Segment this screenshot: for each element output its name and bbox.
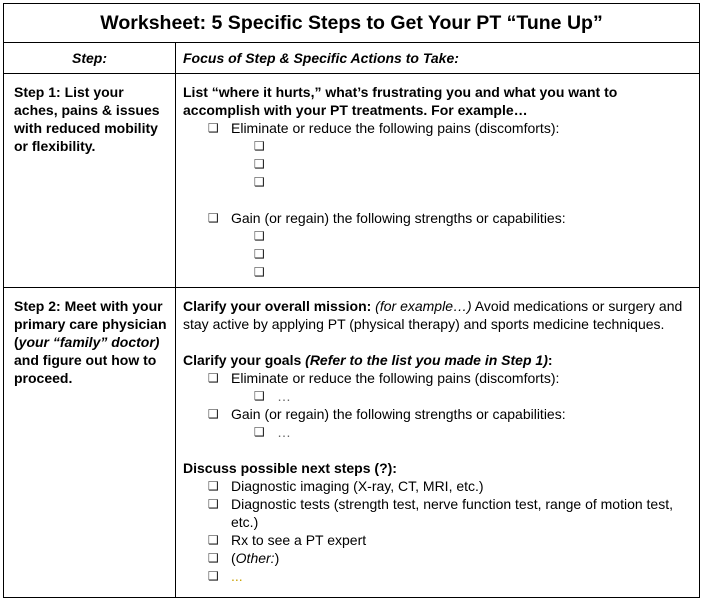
checkbox-icon[interactable]: ❑ [254,139,265,153]
step1-item-pains: Eliminate or reduce the following pains (discomforts): [231,120,560,136]
checkbox-icon[interactable]: ❑ [254,425,265,439]
mission-text: Avoid medications or surgery and stay active by applying PT (physical therapy) and sports medicine techniques. [183,298,683,332]
checkbox-icon[interactable]: ❑ [208,121,219,135]
next-steps-label: Discuss possible next steps (?): [183,460,397,476]
next-step-item: Diagnostic imaging (X-ray, CT, MRI, etc.) [231,478,484,494]
goal-pains-ellipsis: … [277,388,291,404]
checkbox-icon[interactable]: ❑ [254,247,265,261]
goal-strengths: Gain (or regain) the following strengths or capabilities: [231,406,566,422]
step1-intro: List “where it hurts,” what’s frustrating you and what you want to accomplish with your PT treatments. For example… [183,84,618,118]
step2-label-c: and figure out how to proceed. [14,352,157,386]
other-open: ( [231,550,236,566]
checkbox-icon[interactable]: ❑ [208,497,219,511]
checkbox-icon[interactable]: ❑ [254,265,265,279]
worksheet-title: Worksheet: 5 Specific Steps to Get Your PT “Tune Up” [4,4,700,43]
next-step-item: Diagnostic tests (strength test, nerve function test, range of motion test, etc.) [231,496,673,530]
step2-label-b: your “family” doctor) [18,334,160,350]
worksheet-table [3,3,700,598]
mission [183,297,693,333]
goal-pains: Eliminate or reduce the following pains (discomforts): [231,370,560,386]
other-close: ) [274,550,280,566]
goals-label: Clarify your goals [183,352,306,368]
mission-label: Clarify your overall mission: [183,298,372,314]
checkbox-icon[interactable]: ❑ [208,533,219,547]
goals-colon: : [547,352,553,368]
checkbox-icon[interactable]: ❑ [208,211,219,225]
header-step: Step: [4,43,176,74]
checkbox-icon[interactable]: ❑ [208,551,219,565]
step2-label-a: Step 2: Meet with your primary care physician ( [14,298,167,350]
step2-content [176,288,700,598]
step2-label [4,288,176,598]
header-focus: Focus of Step & Specific Actions to Take: [176,43,700,74]
step1-content [176,74,700,288]
checkbox-icon[interactable]: ❑ [208,371,219,385]
other-label: Other: [235,550,275,566]
checkbox-icon[interactable]: ❑ [254,175,265,189]
checkbox-icon[interactable]: ❑ [254,229,265,243]
checkbox-icon[interactable]: ❑ [208,479,219,493]
next-step-item: Rx to see a PT expert [231,532,367,548]
next-step-more: ... [231,568,243,584]
checkbox-icon[interactable]: ❑ [208,569,219,583]
mission-example: (for example…) [371,298,472,314]
checkbox-icon[interactable]: ❑ [208,407,219,421]
step1-label: Step 1: List your aches, pains & issues with reduced mobility or flexibility. [4,74,176,288]
step1-item-strengths: Gain (or regain) the following strengths or capabilities: [231,210,566,226]
checkbox-icon[interactable]: ❑ [254,157,265,171]
next-step-other [231,549,279,567]
checkbox-icon[interactable]: ❑ [254,389,265,403]
goals-note: (Refer to the list you made in Step 1) [305,352,548,368]
goal-strengths-ellipsis: … [277,424,291,440]
